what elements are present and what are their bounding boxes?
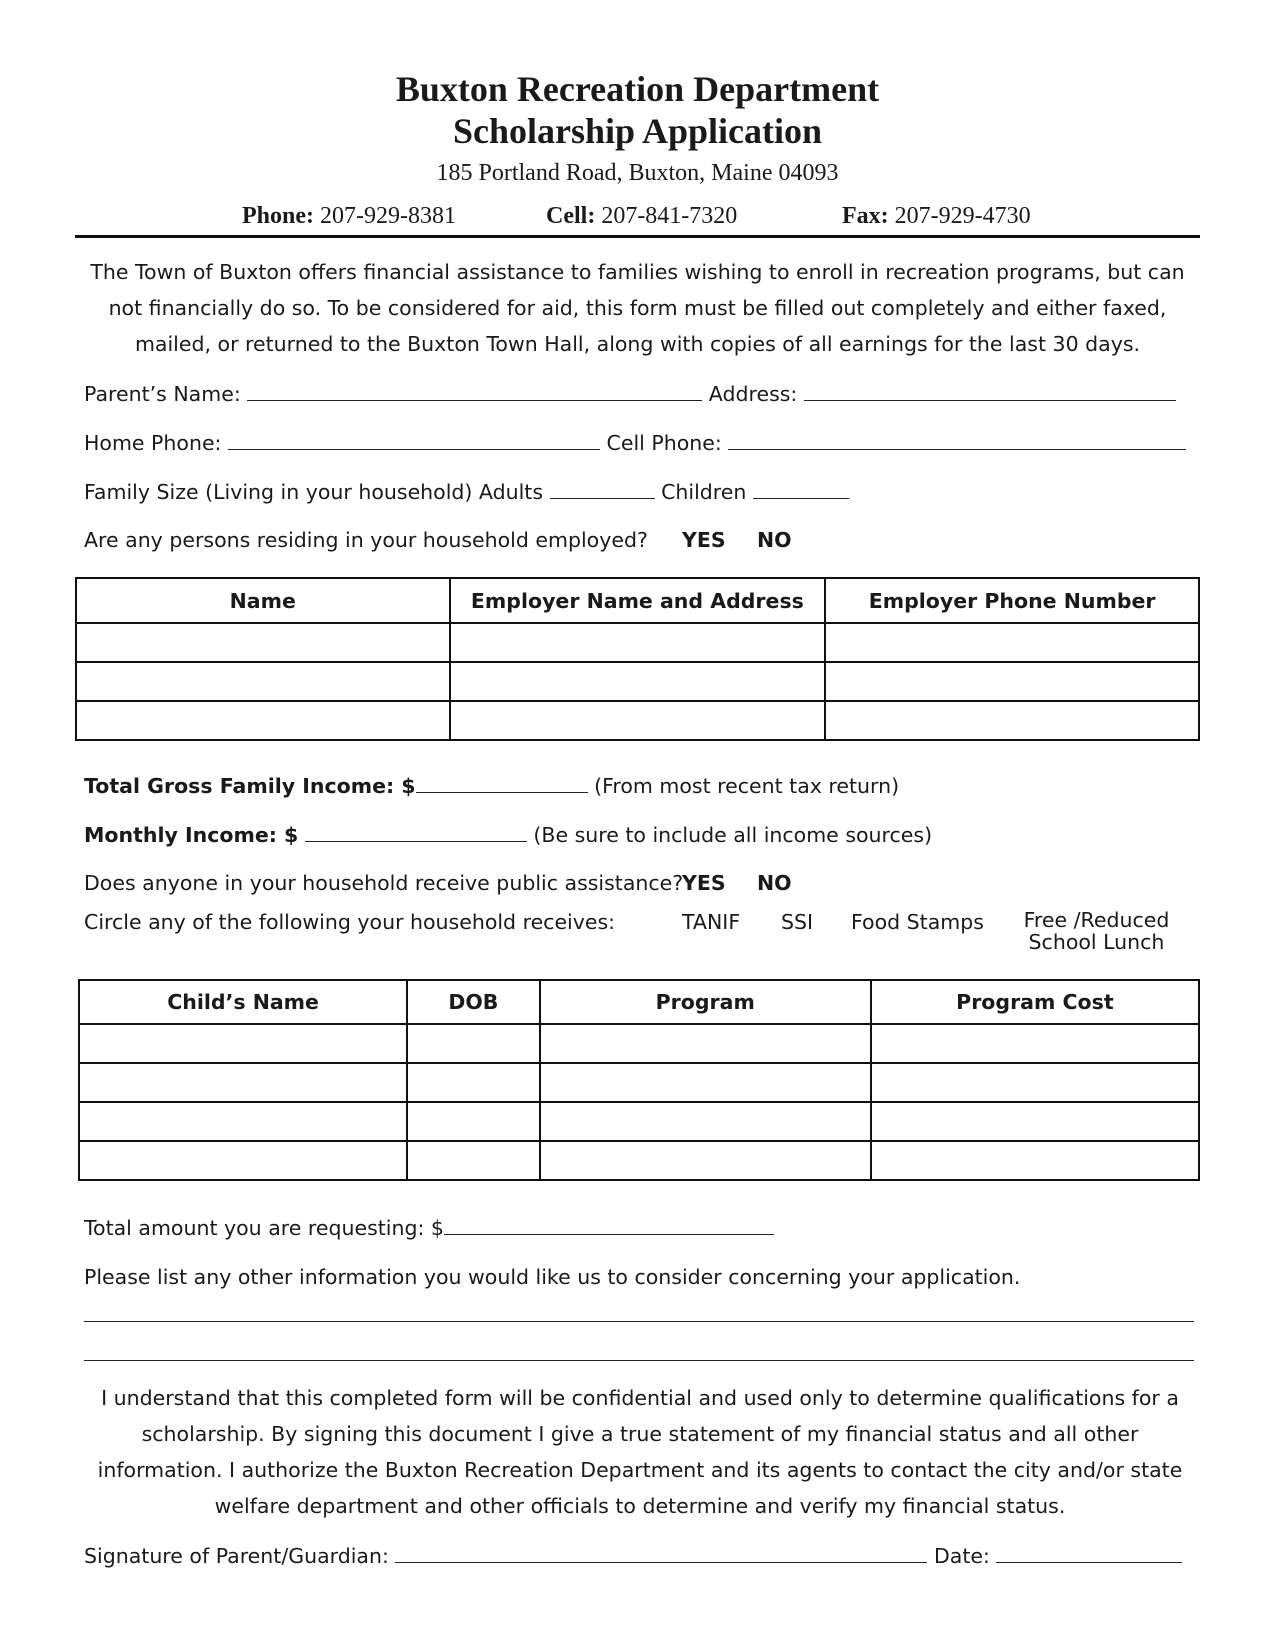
family-size-row: Family Size (Living in your household) Adults Children xyxy=(84,478,849,505)
adults-field[interactable] xyxy=(550,478,655,499)
dob-cell[interactable] xyxy=(407,1024,539,1063)
column-header: Employer Name and Address xyxy=(450,578,826,623)
gross-income-field[interactable] xyxy=(416,772,588,793)
confidentiality-statement: I understand that this completed form will be confidential and used only to determine qualifications for a scholarship. By signing this document I give a true statement of my financial status and all other information. I authorize the Buxton Recreation Department and its agents to contact the city and/or state welfare department and other officials to determine and verify my financial status. xyxy=(97,1386,1183,1518)
address-field[interactable] xyxy=(804,380,1176,401)
employee-name-cell[interactable] xyxy=(76,662,450,701)
employer-phone-cell[interactable] xyxy=(825,662,1199,701)
column-header: Program Cost xyxy=(871,980,1199,1024)
program-cost-cell[interactable] xyxy=(871,1141,1199,1180)
employee-name-cell[interactable] xyxy=(76,623,450,662)
form-subtitle: Scholarship Application xyxy=(452,111,823,151)
employed-question: Are any persons residing in your household employed? xyxy=(84,528,648,552)
children-field[interactable] xyxy=(753,478,849,499)
employer-phone-cell[interactable] xyxy=(825,701,1199,740)
child-name-cell[interactable] xyxy=(79,1102,407,1141)
cell-phone-field[interactable] xyxy=(728,429,1186,450)
table-row xyxy=(79,1024,1199,1063)
other-info-line-1[interactable] xyxy=(84,1321,1194,1322)
phone-row: Home Phone: Cell Phone: xyxy=(84,429,1186,456)
column-header: Name xyxy=(76,578,450,623)
table-row xyxy=(76,662,1199,701)
assistance-no-option[interactable]: NO xyxy=(757,871,792,895)
children-table xyxy=(78,979,1200,1181)
parent-name-row: Parent’s Name: Address: xyxy=(84,380,1176,407)
table-row xyxy=(79,1063,1199,1102)
dob-cell[interactable] xyxy=(407,1141,539,1180)
header-divider xyxy=(75,235,1200,238)
column-header: Employer Phone Number xyxy=(825,578,1199,623)
children-table-header xyxy=(79,980,1199,1024)
form-title: Buxton Recreation Department xyxy=(395,69,880,109)
program-cost-cell[interactable] xyxy=(871,1102,1199,1141)
tanif-option[interactable]: TANIF xyxy=(682,910,741,934)
employer-address-cell[interactable] xyxy=(450,623,826,662)
column-header: Program xyxy=(540,980,871,1024)
cell-contact: Cell: 207-841-7320 xyxy=(546,203,738,229)
child-name-cell[interactable] xyxy=(79,1024,407,1063)
assistance-question: Does anyone in your household receive public assistance? xyxy=(84,871,684,895)
other-info-prompt: Please list any other information you would like us to consider concerning your application. xyxy=(84,1265,1021,1289)
column-header: Child’s Name xyxy=(79,980,407,1024)
dob-cell[interactable] xyxy=(407,1102,539,1141)
free-reduced-lunch-option[interactable]: Free /Reduced School Lunch xyxy=(1023,908,1170,954)
employee-name-cell[interactable] xyxy=(76,701,450,740)
employer-table xyxy=(75,577,1200,741)
phone-contact: Phone: 207-929-8381 xyxy=(242,203,456,229)
signature-field[interactable] xyxy=(395,1542,927,1563)
column-header: DOB xyxy=(407,980,539,1024)
intro-paragraph: The Town of Buxton offers financial assistance to families wishing to enroll in recreation programs, but can not financially do so. To be considered for aid, this form must be filled out completely and either faxed, mailed, or returned to the Buxton Town Hall, along with copies of all earnings for the last 30 days. xyxy=(90,260,1185,356)
date-field[interactable] xyxy=(996,1542,1182,1563)
employer-phone-cell[interactable] xyxy=(825,623,1199,662)
food-stamps-option[interactable]: Food Stamps xyxy=(851,910,984,934)
employer-table-header xyxy=(76,578,1199,623)
assistance-yes-option[interactable]: YES xyxy=(682,871,726,895)
requested-amount-field[interactable] xyxy=(444,1214,774,1235)
program-cell[interactable] xyxy=(540,1024,871,1063)
employed-no-option[interactable]: NO xyxy=(757,528,792,552)
parent-name-field[interactable] xyxy=(247,380,702,401)
table-row xyxy=(76,701,1199,740)
circle-prompt: Circle any of the following your household receives: xyxy=(84,910,616,934)
table-row xyxy=(79,1102,1199,1141)
department-address: 185 Portland Road, Buxton, Maine 04093 xyxy=(436,160,839,186)
program-cost-cell[interactable] xyxy=(871,1063,1199,1102)
ssi-option[interactable]: SSI xyxy=(781,910,814,934)
monthly-income-field[interactable] xyxy=(305,821,527,842)
child-name-cell[interactable] xyxy=(79,1063,407,1102)
employer-address-cell[interactable] xyxy=(450,701,826,740)
program-cost-cell[interactable] xyxy=(871,1024,1199,1063)
table-row xyxy=(79,1141,1199,1180)
table-row xyxy=(76,623,1199,662)
employer-address-cell[interactable] xyxy=(450,662,826,701)
program-cell[interactable] xyxy=(540,1102,871,1141)
requested-amount-row: Total amount you are requesting: $ xyxy=(84,1214,774,1241)
monthly-income-row: Monthly Income: $ (Be sure to include all income sources) xyxy=(84,823,933,847)
signature-row: Signature of Parent/Guardian: Date: xyxy=(84,1542,1182,1569)
dob-cell[interactable] xyxy=(407,1063,539,1102)
fax-contact: Fax: 207-929-4730 xyxy=(842,203,1031,229)
child-name-cell[interactable] xyxy=(79,1141,407,1180)
other-info-line-2[interactable] xyxy=(84,1360,1194,1361)
program-cell[interactable] xyxy=(540,1063,871,1102)
program-cell[interactable] xyxy=(540,1141,871,1180)
employed-yes-option[interactable]: YES xyxy=(682,528,726,552)
gross-income-row: Total Gross Family Income: $ (From most recent tax return) xyxy=(84,774,900,798)
home-phone-field[interactable] xyxy=(228,429,600,450)
